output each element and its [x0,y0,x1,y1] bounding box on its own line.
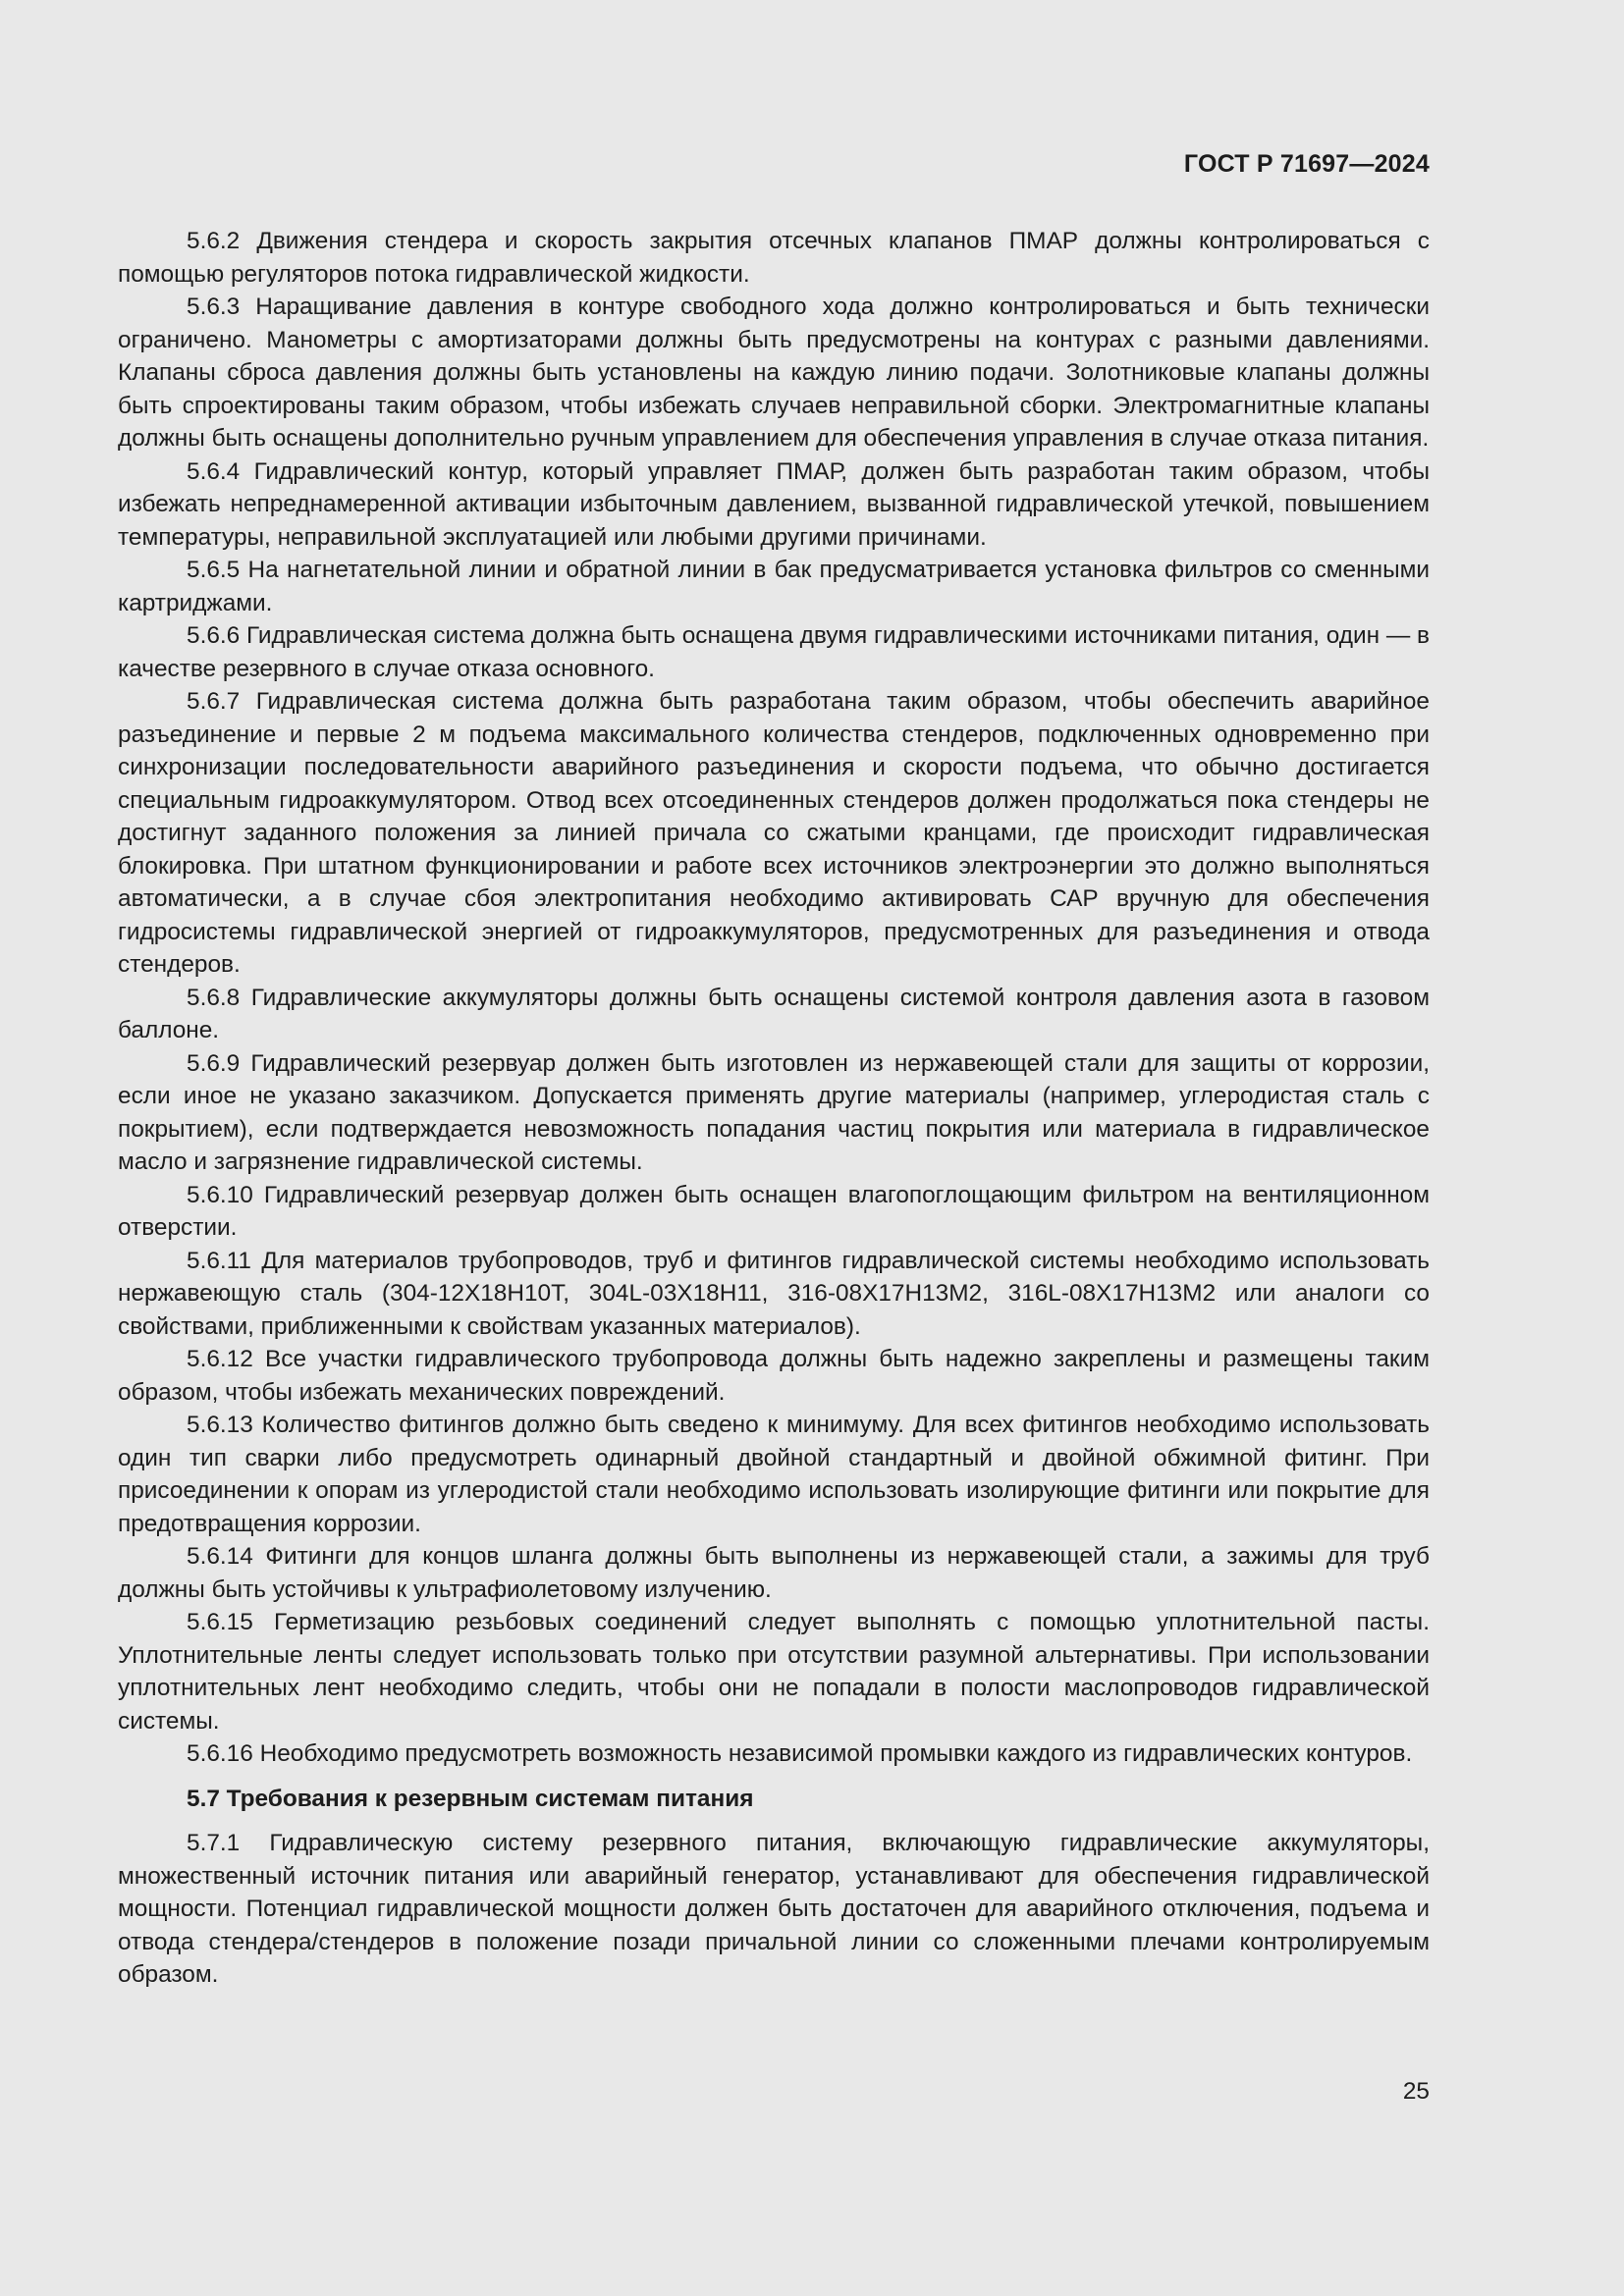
paragraph-5-6-3: 5.6.3 Наращивание давления в контуре свободного хода должно контролироваться и быть технически ограничено. Манометры с амортизаторами должны быть предусмотрены на контурах с разными давлениями. Клапаны сброса давления должны быть установлены на каждую линию подачи. Золотниковые клапаны должны быть спроектированы таким образом, чтобы избежать случаев неправильной сборки. Электромагнитные клапаны должны быть оснащены дополнительно ручным управлением для обеспечения управления в случае отказа питания. [118,294,1430,452]
page-number: 25 [1402,2078,1430,2105]
paragraph-5-6-2: 5.6.2 Движения стендера и скорость закрытия отсечных клапанов ПМАР должны контролироваться с помощью регуляторов потока гидравлической жидкости. [118,228,1430,288]
paragraph-5-6-11: 5.6.11 Для материалов трубопроводов, труб и фитингов гидравлической системы необходимо использовать нержавеющую сталь (304-12Х18Н10Т, 304L-03Х18Н11, 316-08Х17Н13М2, 316L-08Х17Н13М2 или аналоги со свойствами, приближенными к свойствам указанных материалов). [118,1247,1430,1340]
paragraph-5-6-5: 5.6.5 На нагнетательной линии и обратной линии в бак предусматривается установка фильтров со сменными картриджами. [118,557,1430,616]
paragraph-5-6-4: 5.6.4 Гидравлический контур, который управляет ПМАР, должен быть разработан таким образом, чтобы избежать непреднамеренной активации избыточным давлением, вызванной гидравлической утечкой, повышением температуры, неправильной эксплуатацией или любыми другими причинами. [118,457,1430,551]
document-body [118,225,1430,1992]
paragraph-5-6-14: 5.6.14 Фитинги для концов шланга должны быть выполнены из нержавеющей стали, а зажимы для труб должны быть устойчивы к ультрафиолетовому излучению. [118,1543,1430,1603]
paragraph-5-7-1: 5.7.1 Гидравлическую систему резервного питания, включающую гидравлические аккумуляторы, множественный источник питания или аварийный генератор, устанавливают для обеспечения гидравлической мощности. Потенциал гидравлической мощности должен быть достаточен для аварийного отключения, подъема и отвода стендера/стендеров в положение позади причальной линии со сложенными плечами контролируемым образом. [118,1830,1430,1988]
paragraph-5-6-7: 5.6.7 Гидравлическая система должна быть разработана таким образом, чтобы обеспечить аварийное разъединение и первые 2 м подъема максимального количества стендеров, подключенных одновременно при синхронизации последовательности аварийного разъединения и скорости подъема, что обычно достигается специальным гидроаккумулятором. Отвод всех отсоединенных стендеров должен продолжаться пока стендеры не достигнут заданного положения за линией причала со сжатыми кранцами, где происходит гидравлическая блокировка. При штатном функционировании и работе всех источников электроэнергии это должно выполняться автоматически, а в случае сбоя электропитания необходимо активировать САР вручную для обеспечения гидросистемы гидравлической энергией от гидроаккумуляторов, предусмотренных для разъединения и отвода стендеров. [118,688,1430,978]
paragraph-5-6-12: 5.6.12 Все участки гидравлического трубопровода должны быть надежно закреплены и размещены таким образом, чтобы избежать механических повреждений. [118,1346,1430,1406]
paragraph-5-6-15: 5.6.15 Герметизацию резьбовых соединений следует выполнять с помощью уплотнительной пасты. Уплотнительные ленты следует использовать только при отсутствии разумной альтернативы. При использовании уплотнительных лент необходимо следить, чтобы они не попадали в полости маслопроводов гидравлической системы. [118,1609,1430,1735]
paragraph-5-6-6: 5.6.6 Гидравлическая система должна быть оснащена двумя гидравлическими источниками питания, один — в качестве резервного в случае отказа основного. [118,622,1430,682]
paragraph-5-6-9: 5.6.9 Гидравлический резервуар должен быть изготовлен из нержавеющей стали для защиты от коррозии, если иное не указано заказчиком. Допускается применять другие материалы (например, углеродистая сталь с покрытием), если подтверждается невозможность попадания частиц покрытия или материала в гидравлическое масло и загрязнение гидравлической системы. [118,1049,1430,1175]
paragraph-5-6-13: 5.6.13 Количество фитингов должно быть сведено к минимуму. Для всех фитингов необходимо использовать один тип сварки либо предусмотреть одинарный двойной стандартный и двойной обжимной фитинг. При присоединении к опорам из углеродистой стали необходимо использовать изолирующие фитинги или покрытие для предотвращения коррозии. [118,1412,1430,1537]
document-standard-id: ГОСТ Р 71697—2024 [1183,150,1430,178]
paragraph-5-6-10: 5.6.10 Гидравлический резервуар должен быть оснащен влагопоглощающим фильтром на вентиляционном отверстии. [118,1181,1430,1241]
paragraph-5-6-16: 5.6.16 Необходимо предусмотреть возможность независимой промывки каждого из гидравлических контуров. [187,1740,1413,1767]
paragraph-5-6-8: 5.6.8 Гидравлические аккумуляторы должны быть оснащены системой контроля давления азота в газовом баллоне. [118,984,1430,1043]
section-heading-5-7: 5.7 Требования к резервным системам питания [187,1785,754,1812]
